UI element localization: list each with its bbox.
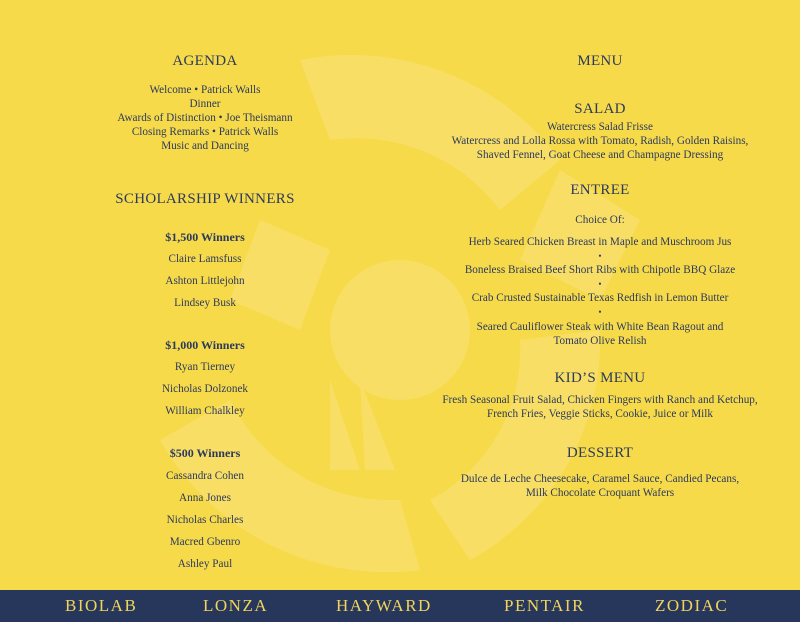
agenda-title: AGENDA [172, 53, 238, 69]
entree-choice: Choice Of: [575, 214, 625, 226]
dessert-title: DESSERT [566, 445, 634, 461]
winner-name: Macred Gbenro [169, 536, 241, 548]
winners-group-title: $1,500 Winners [165, 230, 245, 244]
dessert-line: Dulce de Leche Cheesecake, Caramel Sauce, Candied Pecans, [460, 473, 740, 485]
entree-item: Crab Crusted Sustainable Texas Redfish in Lemon Butter [471, 292, 729, 304]
winner-name: Nicholas Dolzonek [161, 383, 249, 395]
winner-name: Ashley Paul [177, 558, 233, 570]
winners-group-title: $1,000 Winners [165, 338, 245, 352]
winner-name: Ashton Littlejohn [165, 275, 245, 287]
sponsor-name: BIOLAB [65, 596, 138, 615]
winners-group-title: $500 Winners [169, 446, 241, 460]
winner-name: Nicholas Charles [166, 514, 244, 526]
winner-name: William Chalkley [165, 405, 245, 417]
salad-line: Watercress Salad Frisse [547, 121, 653, 133]
sponsor-name: ZODIAC [655, 596, 729, 615]
sponsor-name: PENTAIR [504, 596, 585, 615]
winner-name: Lindsey Busk [174, 297, 236, 309]
kids-menu-line: French Fries, Veggie Sticks, Cookie, Juice or Milk [486, 408, 713, 420]
salad-line: Watercress and Lolla Rossa with Tomato, Radish, Golden Raisins, [451, 135, 749, 147]
salad-title: SALAD [574, 101, 626, 117]
agenda-item: Dinner [189, 98, 221, 110]
sponsor-footer [0, 590, 800, 622]
sponsor-name: LONZA [203, 596, 269, 615]
entree-item: Boneless Braised Beef Short Ribs with Chipotle BBQ Glaze [464, 264, 736, 276]
agenda-item: Welcome • Patrick Walls [149, 84, 261, 96]
winner-name: Claire Lamsfuss [168, 253, 242, 265]
winner-name: Ryan Tierney [174, 361, 236, 373]
entree-item: Tomato Olive Relish [553, 335, 647, 347]
entree-item: Seared Cauliflower Steak with White Bean Ragout and [476, 321, 724, 333]
entree-title: ENTREE [570, 182, 630, 198]
scholarship-title: SCHOLARSHIP WINNERS [115, 191, 295, 207]
sponsor-name: HAYWARD [336, 596, 432, 615]
kids-menu-title: KID’S MENU [554, 370, 646, 386]
entree-separator: • [598, 279, 602, 289]
entree-separator: • [598, 307, 602, 317]
kids-menu-line: Fresh Seasonal Fruit Salad, Chicken Fingers with Ranch and Ketchup, [442, 394, 758, 406]
entree-separator: • [598, 251, 602, 261]
agenda-item: Music and Dancing [161, 140, 249, 152]
winner-name: Cassandra Cohen [166, 470, 244, 482]
entree-item: Herb Seared Chicken Breast in Maple and Muschroom Jus [468, 236, 732, 248]
menu-title: MENU [577, 53, 623, 69]
salad-line: Shaved Fennel, Goat Cheese and Champagne Dressing [476, 149, 724, 161]
dessert-line: Milk Chocolate Croquant Wafers [525, 487, 675, 499]
winner-name: Anna Jones [179, 492, 231, 504]
agenda-item: Awards of Distinction • Joe Theismann [117, 112, 293, 124]
agenda-item: Closing Remarks • Patrick Walls [131, 126, 279, 138]
